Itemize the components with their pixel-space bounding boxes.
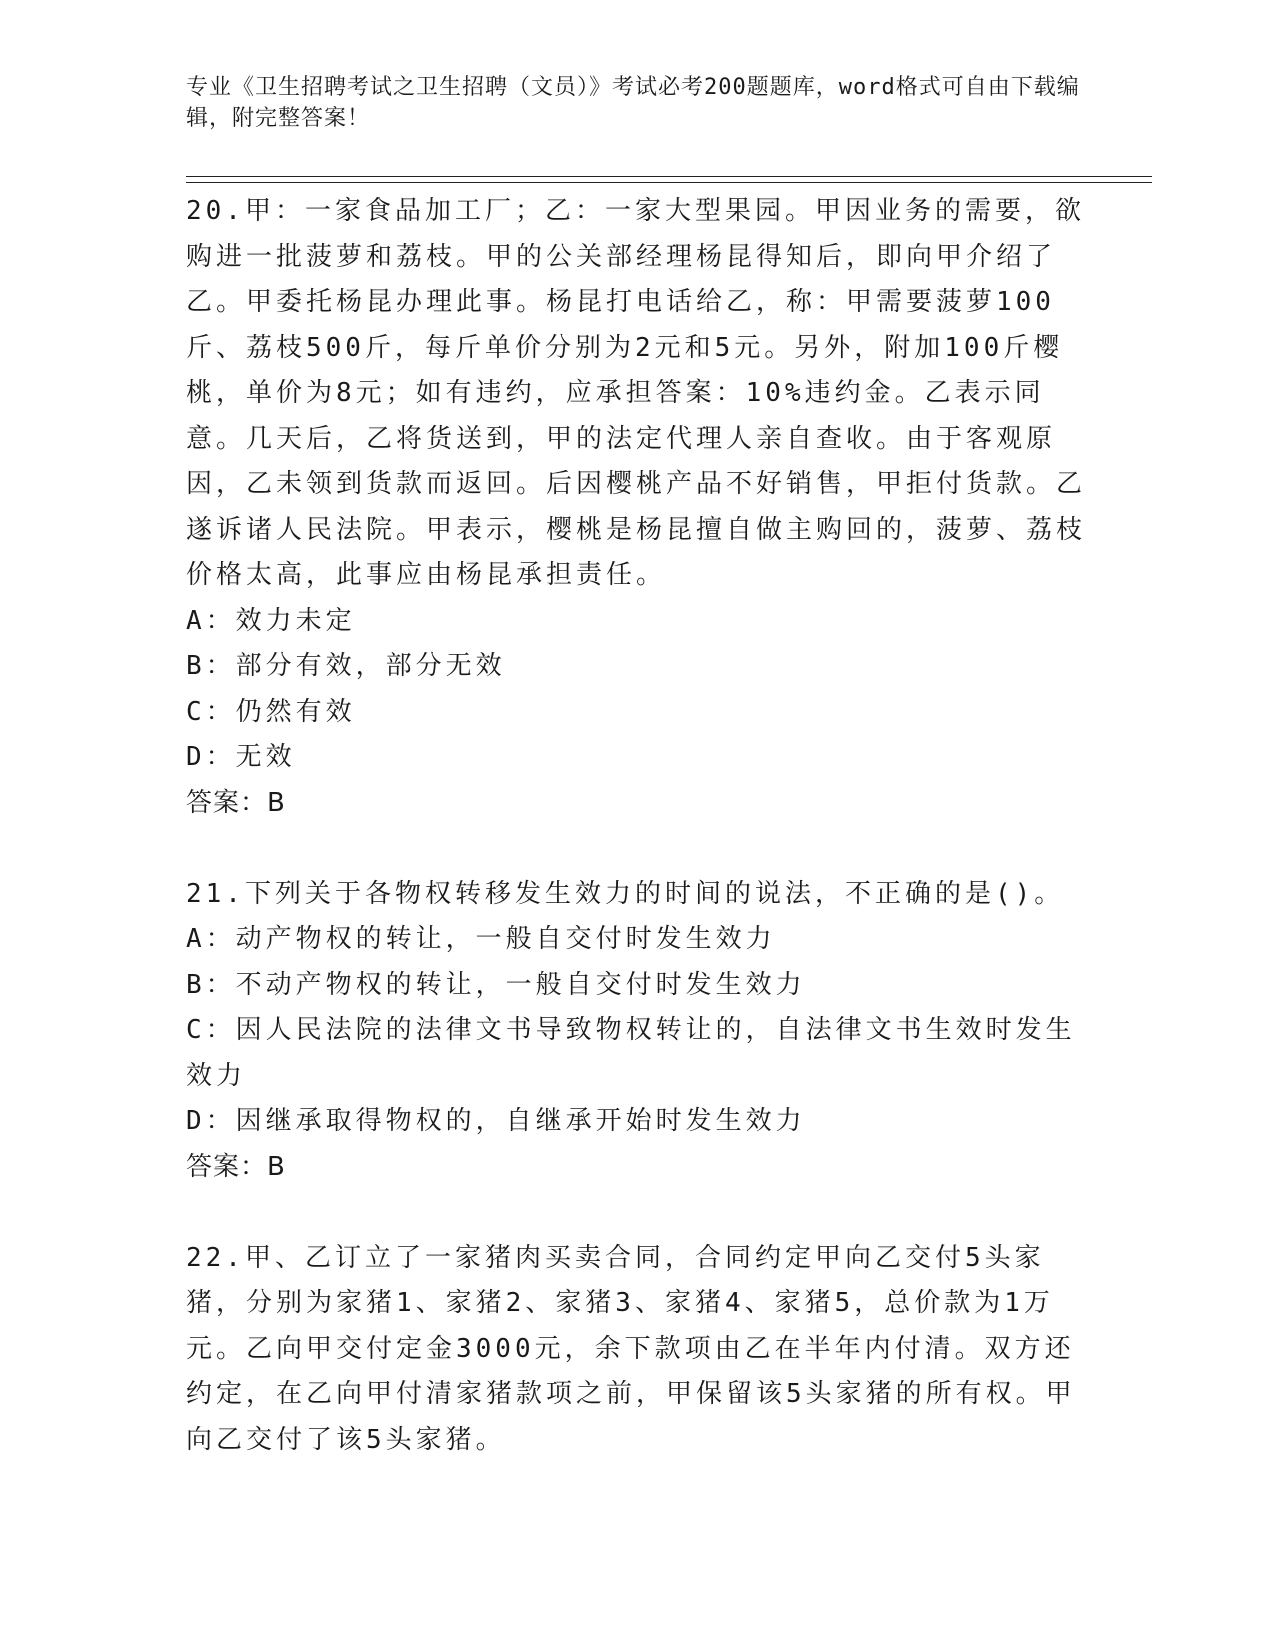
option-a: A：效力未定 — [186, 605, 356, 636]
question-list — [186, 189, 1086, 1509]
answer-line: 答案：B — [186, 1151, 286, 1182]
document-header — [186, 72, 1086, 134]
question-stem: 20.甲：一家食品加工厂；乙：一家大型果园。甲因业务的需要，欲购进一批菠萝和荔枝。甲的公关部经理杨昆得知后，即向甲介绍了乙。甲委托杨昆办理此事。杨昆打电话给乙，称：甲需要菠萝100斤、荔枝500斤，每斤单价分别为2元和5元。另外，附加100斤樱桃，单价为8元；如有违约，应承担答案：10%违约金。乙表示同意。几天后，乙将货送到，甲的法定代理人亲自查收。由于客观原因，乙未领到货款而返回。后因樱桃产品不好销售，甲拒付货款。乙遂诉诸人民法院。甲表示，樱桃是杨昆擅自做主购回的，菠萝、荔枝价格太高，此事应由杨昆承担责任。 — [186, 196, 1087, 590]
question-stem: 22.甲、乙订立了一家猪肉买卖合同，合同约定甲向乙交付5头家猪，分别为家猪1、家猪2、家猪3、家猪4、家猪5，总价款为1万元。乙向甲交付定金3000元，余下款项由乙在半年内付清。双方还约定，在乙向甲付清家猪款项之前，甲保留该5头家猪的所有权。甲向乙交付了该5头家猪。 — [186, 1242, 1076, 1455]
option-a: A：动产物权的转让，一般自交付时发生效力 — [186, 924, 776, 954]
question-21 — [186, 872, 1086, 1191]
option-d: D：无效 — [186, 742, 296, 772]
option-c: C：因人民法院的法律文书导致物权转让的，自法律文书生效时发生效力 — [186, 1015, 1076, 1091]
option-d: D：因继承取得物权的，自继承开始时发生效力 — [186, 1106, 806, 1136]
option-b: B：不动产物权的转让，一般自交付时发生效力 — [186, 969, 806, 1000]
header-title: 专业《卫生招聘考试之卫生招聘（文员）》考试必考200题题库，word格式可自由下载编辑，附完整答案！ — [186, 75, 1080, 131]
header-divider — [186, 176, 1152, 183]
question-20 — [186, 189, 1086, 826]
question-22 — [186, 1236, 1086, 1464]
answer-line: 答案：B — [186, 787, 286, 818]
option-c: C：仍然有效 — [186, 696, 356, 727]
question-stem: 21.下列关于各物权转移发生效力的时间的说法，不正确的是()。 — [186, 878, 1065, 909]
option-b: B：部分有效，部分无效 — [186, 651, 506, 681]
